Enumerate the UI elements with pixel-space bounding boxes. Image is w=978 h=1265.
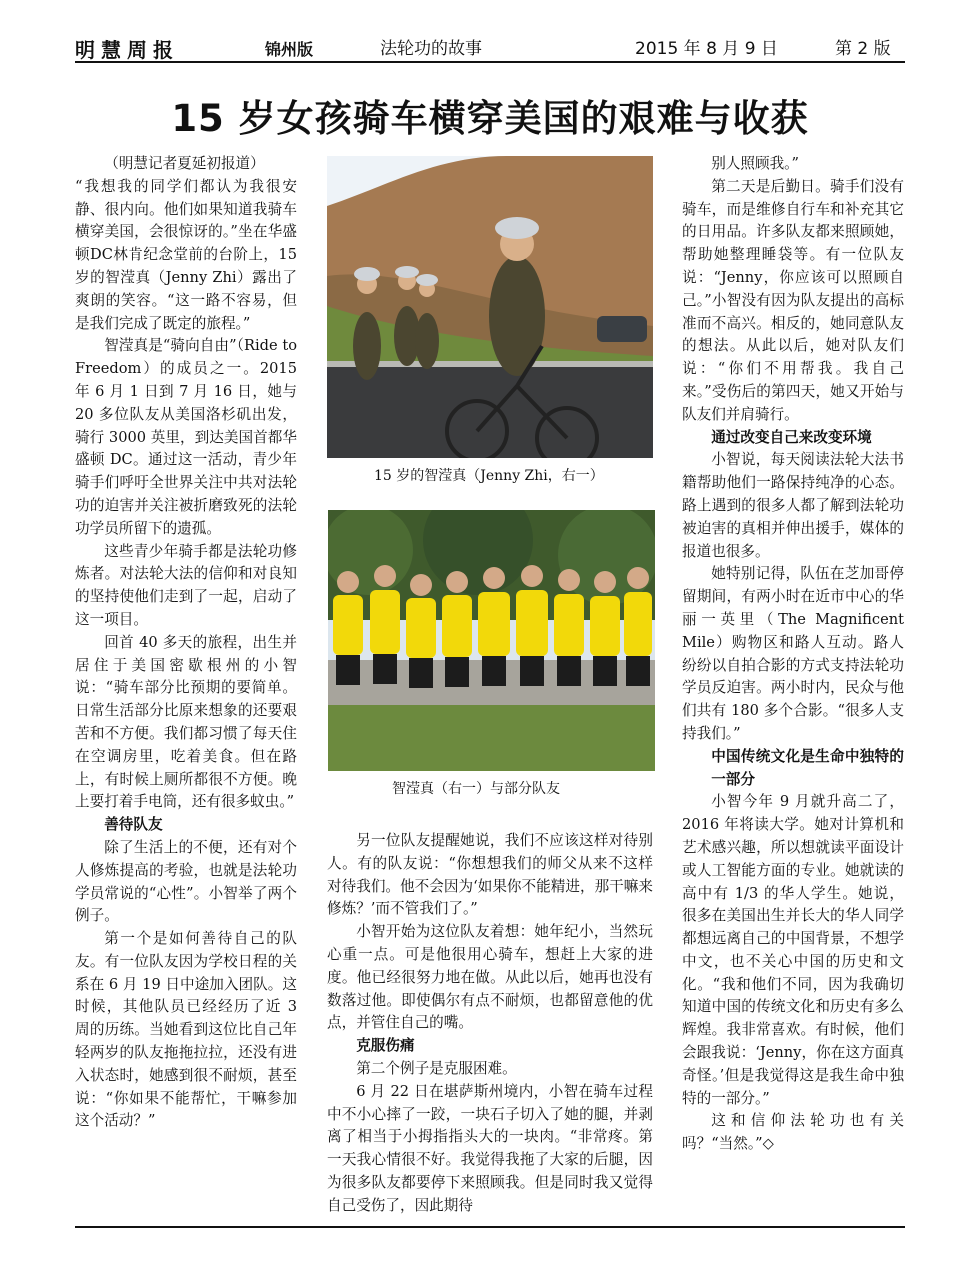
newspaper-name: 明慧周报 (75, 38, 179, 62)
team-illustration (328, 510, 655, 771)
section-label: 法轮功的故事 (380, 39, 482, 59)
photo-2-caption: 智滢真（右一）与部分队友 (392, 781, 560, 797)
paragraph: 小智今年 9 月就升高二了，2016 年将读大学。她对计算机和艺术感兴趣，所以想就读平面设计或人工智能方面的专业。她就读的高中有 1/3 的华人学生。她说，很多在美国出生并长大的华人同学都想远离自己的中国背景，不想学中文，也不关心中国的历史和文化。“我和他们不同，因为我确切知道中国的传统文化和历史有多么辉煌。我非常喜欢。有时候，他们会跟我说：‘Jenny，你在这方面真奇怪。’但是我觉得这是我生命中独特的一部分。” (682, 793, 904, 1107)
paragraph: “我想我的同学们都认为我很安静、很内向。他们如果知道我骑车横穿美国，会很惊讶的。”坐在华盛顿DC林肯纪念堂前的台阶上，15 岁的智滢真（Jenny Zhi）露出了爽朗的笑容。“这一路不容易，但是我们完成了既定的旅程。” (75, 177, 297, 332)
paragraph: 这和信仰法轮功也有关吗？“当然。”◇ (682, 1112, 904, 1153)
issue-date: 2015 年 8 月 9 日 (635, 39, 778, 59)
paragraph: 6 月 22 日在堪萨斯州境内，小智在骑车过程中不小心摔了一跤，一块石子切入了她的腿，并剥离了相当于小拇指指头大的一块肉。“非常疼。第一天我心情很不好。我觉得我拖了大家的后腿，因为很多队友都要停下来照顾我。但是同时我又觉得自己受伤了，因此期待 (327, 1082, 653, 1214)
cyclists-illustration (327, 156, 653, 458)
paragraph: 第二个例子是克服困难。 (356, 1059, 517, 1077)
paragraph: （明慧记者夏延初报道） (104, 155, 265, 172)
article-title: 15 岁女孩骑车横穿美国的艰难与收获 (171, 97, 809, 140)
column-1 (75, 153, 297, 1133)
column-3 (682, 153, 904, 1156)
photo-cyclists-riding (327, 156, 653, 458)
paragraph: 回首 40 多天的旅程，出生并居住于美国密歇根州的小智说：“骑车部分比预期的要简单。日常生活部分比原来想象的还要艰苦和不方便。我们都习惯了每天住在空调房里，吃着美食。但在路上，有时候上厕所都很不方便。晚上要打着手电筒，还有很多蚊虫。” (75, 633, 297, 811)
paragraph: 第二天是后勤日。骑手们没有骑车，而是维修自行车和补充其它的日用品。许多队友都来照顾她，帮助她整理睡袋等。有一位队友说：“Jenny，你应该可以照顾自己。”小智没有因为队友提出的高标准而不高兴。相反的，她同意队友的想法。从此以后，她对队友们说：“你们不用帮我。我自己来。”受伤后的第四天，她又开始与队友们并肩骑行。 (682, 177, 904, 423)
paragraph: 另一位队友提醒她说，我们不应该这样对待别人。有的队友说：“你想想我们的师父从来不这样对待我们。他不会因为‘如果你不能精进，那干嘛来修炼？’而不管我们了。” (327, 832, 653, 918)
page-number: 第 2 版 (835, 39, 891, 59)
column-2 (327, 830, 653, 1218)
masthead (75, 34, 905, 60)
section-heading: 善待队友 (104, 816, 163, 834)
section-heading: 克服伤痛 (356, 1037, 415, 1055)
header-rule (75, 61, 905, 63)
photo-1-caption: 15 岁的智滢真（Jenny Zhi，右一） (374, 468, 604, 484)
photo-team-group (328, 510, 655, 771)
paragraph: 第一个是如何善待自己的队友。有一位队友因为学校日程的关系在 6 月 19 日中途加入团队。这时候，其他队员已经经历了近 3 周的历练。当她看到这位比自己年轻两岁的队友拖拖拉拉，还没有进入状态时，她感到很不耐烦，甚至说：“你如果不能帮忙，干嘛参加这个活动？” (75, 930, 297, 1130)
footer-rule (75, 1226, 905, 1228)
paragraph: 小智开始为这位队友着想：她年纪小，当然玩心重一点。可是他很用心骑车，想赶上大家的进度。他已经很努力地在做。从此以后，她再也没有数落过他。即使偶尔有点不耐烦，也都留意他的优点，并管住自己的嘴。 (327, 923, 653, 1032)
paragraph: 她特别记得，队伍在芝加哥停留期间，有两小时在近市中心的华丽一英里（The Magnificent Mile）购物区和路人互动。路人纷纷以自拍合影的方式支持法轮功学员反迫害。两小时内，民众与他们共有 180 多个合影。“很多人支持我们。” (682, 565, 904, 742)
paragraph: 小智说，每天阅读法轮大法书籍帮助他们一路保持纯净的心态。路上遇到的很多人都了解到法轮功被迫害的真相并伸出援手，媒体的报道也很多。 (682, 451, 904, 560)
paragraph: 除了生活上的不便，还有对个人修炼提高的考验，也就是法轮功学员常说的“心性”。小智举了两个例子。 (75, 838, 297, 925)
paragraph: 智滢真是“骑向自由”（Ride to Freedom）的成员之一。2015 年 6 月 1 日到 7 月 16 日，她与 20 多位队友从美国洛杉矶出发，骑行 3000 英里，到达美国首都华盛顿 DC。通过这一活动，青少年骑手们呼吁全世界关注中共对法轮功的迫害并关注被折磨致死的法轮功学员所留下的遗孤。 (75, 337, 297, 537)
paragraph: 这些青少年骑手都是法轮功修炼者。对法轮大法的信仰和对良知的坚持使他们走到了一起，启动了这一项目。 (75, 542, 297, 628)
section-heading: 通过改变自己来改变环境 (711, 428, 872, 446)
section-heading: 中国传统文化是生命中独特的一部分 (711, 747, 904, 788)
edition-label: 锦州版 (265, 40, 314, 59)
paragraph: 别人照顾我。” (711, 155, 799, 172)
